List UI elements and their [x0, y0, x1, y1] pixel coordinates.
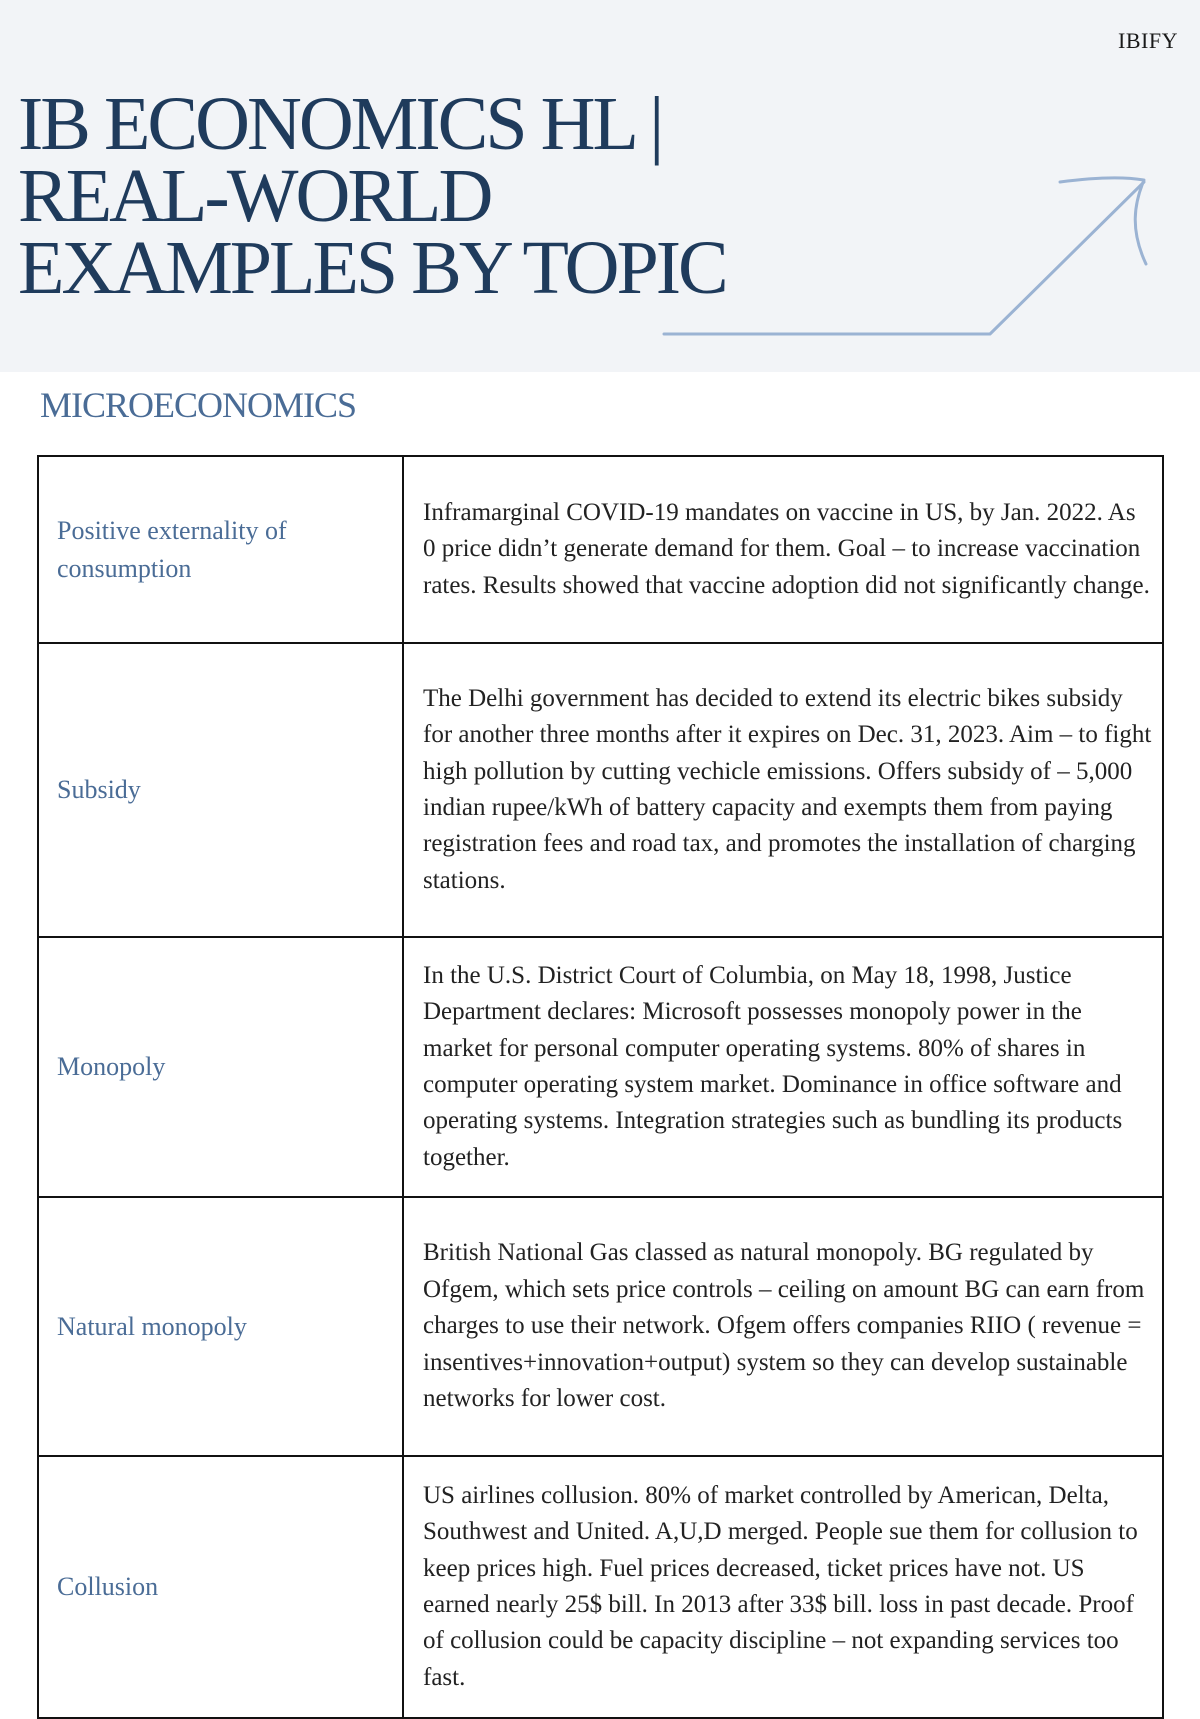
- table-row: [38, 1456, 1163, 1718]
- table-row: [38, 937, 1163, 1197]
- page-title-line-1: IB ECONOMICS HL |: [18, 82, 662, 166]
- brand-logo: IBIFY: [1118, 28, 1178, 53]
- example-cell: In the U.S. District Court of Columbia, on May 18, 1998, Justice Department declares: Microsoft possesses monopoly power in the market for personal computer operating systems. 80% of shares in computer operating system market. Dominance in office software and operating systems. Integration strategies such as bundling its products together.: [403, 937, 1163, 1197]
- topic-cell: Positive externality of consumption: [38, 456, 403, 643]
- example-cell: The Delhi government has decided to extend its electric bikes subsidy for another three months after it expires on Dec. 31, 2023. Aim – to fight high pollution by cutting vechicle emissions. Offers subsidy of – 5,000 indian rupee/kWh of battery capacity and exempts them from paying registration fees and road tax, and promotes the installation of charging stations.: [403, 643, 1163, 937]
- topic-cell: Natural monopoly: [38, 1197, 403, 1456]
- example-cell: Inframarginal COVID-19 mandates on vaccine in US, by Jan. 2022. As 0 price didn’t generate demand for them. Goal – to increase vaccination rates. Results showed that vaccine adoption did not significantly change.: [403, 456, 1163, 643]
- header-banner: [0, 0, 1200, 372]
- table-row: [38, 643, 1163, 937]
- topic-cell: Subsidy: [38, 643, 403, 937]
- examples-table: [37, 455, 1164, 1719]
- arrow-up-right-icon: [660, 160, 1160, 360]
- section-title: MICROECONOMICS: [40, 385, 357, 425]
- topic-cell: Monopoly: [38, 937, 403, 1197]
- page-title-line-2: REAL-WORLD: [18, 154, 491, 238]
- table-row: [38, 1197, 1163, 1456]
- table-row: [38, 456, 1163, 643]
- page-title-line-3: EXAMPLES BY TOPIC: [18, 226, 726, 310]
- example-cell: British National Gas classed as natural monopoly. BG regulated by Ofgem, which sets price controls – ceiling on amount BG can earn from charges to use their network. Ofgem offers companies RIIO ( revenue = insentives+innovation+output) system so they can develop sustainable networks for lower cost.: [403, 1197, 1163, 1456]
- example-cell: US airlines collusion. 80% of market controlled by American, Delta, Southwest and United. A,U,D merged. People sue them for collusion to keep prices high. Fuel prices decreased, ticket prices have not. US earned nearly 25$ bill. In 2013 after 33$ bill. loss in past decade. Proof of collusion could be capacity discipline – not expanding services too fast.: [403, 1456, 1163, 1718]
- topic-cell: Collusion: [38, 1456, 403, 1718]
